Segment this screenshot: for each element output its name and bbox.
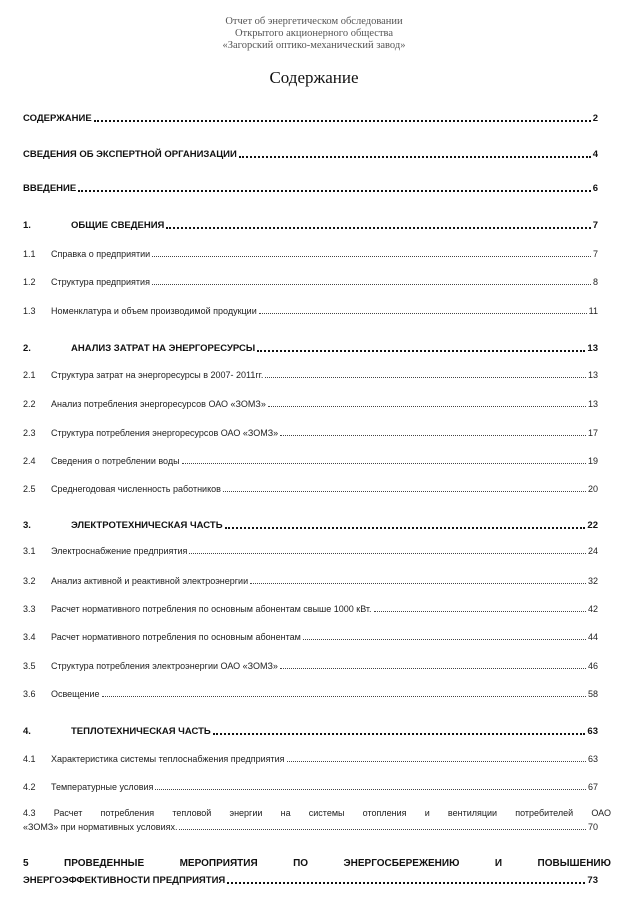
toc-entry-label: ЭЛЕКТРОТЕХНИЧЕСКАЯ ЧАСТЬ bbox=[71, 520, 223, 531]
leader-dots bbox=[303, 639, 586, 640]
toc-entry-label: Расчет нормативного потребления по основным абонентам свыше 1000 кВт. bbox=[51, 604, 372, 614]
leader-dots bbox=[213, 733, 586, 735]
leader-dots bbox=[239, 156, 591, 158]
toc-entry-label: Освещение bbox=[51, 689, 100, 699]
toc-entry-page: 17 bbox=[587, 428, 598, 438]
toc-entry-number: 4. bbox=[23, 726, 31, 737]
toc-entry-number: 3. bbox=[23, 520, 31, 531]
leader-dots bbox=[102, 696, 586, 697]
toc-entry[interactable] bbox=[23, 183, 598, 194]
toc-entry-number: 3.3 bbox=[23, 604, 36, 614]
toc-entry-label: Структура предприятия bbox=[51, 277, 150, 287]
toc-entry-label: Справка о предприятии bbox=[51, 249, 151, 259]
toc-entry[interactable] bbox=[23, 306, 598, 316]
leader-dots bbox=[152, 256, 591, 257]
toc-entry-page: 7 bbox=[592, 220, 598, 231]
toc-entry-number: 1.3 bbox=[23, 306, 36, 316]
toc-entry-page: 11 bbox=[588, 306, 598, 316]
leader-dots bbox=[94, 120, 591, 122]
report-header-line1: Отчет об энергетическом обследовании bbox=[225, 16, 403, 27]
toc-entry-label: ВВЕДЕНИЕ bbox=[23, 183, 77, 194]
toc-entry[interactable] bbox=[23, 520, 598, 531]
toc-entry[interactable] bbox=[23, 277, 598, 287]
leader-dots bbox=[189, 553, 586, 554]
toc-entry-number: 2.4 bbox=[23, 456, 36, 466]
toc-entry-label: Анализ активной и реактивной электроэнергии bbox=[51, 576, 249, 586]
toc-entry-label: ТЕПЛОТЕХНИЧЕСКАЯ ЧАСТЬ bbox=[71, 726, 211, 737]
toc-entry-label: Номенклатура и объем производимой продукции bbox=[51, 306, 257, 316]
toc-entry-page: 13 bbox=[587, 370, 598, 380]
toc-entry-page: 67 bbox=[587, 782, 598, 792]
toc-entry-label: СВЕДЕНИЯ ОБ ЭКСПЕРТНОЙ ОРГАНИЗАЦИИ bbox=[23, 149, 237, 160]
toc-entry-number: 4.2 bbox=[23, 782, 36, 792]
toc-entry-number: 2.2 bbox=[23, 399, 36, 409]
leader-dots bbox=[257, 350, 585, 352]
toc-entry-number: 3.2 bbox=[23, 576, 36, 586]
leader-dots bbox=[250, 583, 586, 584]
toc-entry-page: 7 bbox=[592, 249, 598, 259]
toc-entry-page: 44 bbox=[587, 632, 598, 642]
page-title: Содержание bbox=[269, 68, 359, 87]
toc-entry-label: Структура затрат на энергоресурсы в 2007- 2011гг. bbox=[51, 370, 264, 380]
leader-dots bbox=[280, 668, 586, 669]
leader-dots bbox=[374, 611, 586, 612]
toc-entry-word: ПО bbox=[293, 858, 309, 869]
toc-entry-number: 3.5 bbox=[23, 661, 36, 671]
toc-entry-word: вентиляции bbox=[447, 808, 498, 818]
toc-entry-page: 32 bbox=[587, 576, 598, 586]
toc-entry[interactable] bbox=[23, 428, 598, 438]
toc-entry-number: 1.2 bbox=[23, 277, 36, 287]
toc-entry[interactable] bbox=[23, 399, 598, 409]
toc-entry-label: Анализ потребления энергоресурсов ОАО «ЗОМЗ» bbox=[51, 399, 266, 409]
leader-dots bbox=[78, 190, 591, 192]
toc-entry-word: системы bbox=[308, 808, 345, 818]
toc-entry-label: ЭНЕРГОЭФФЕКТИВНОСТИ ПРЕДПРИЯТИЯ bbox=[23, 875, 226, 886]
toc-entry-label: Сведения о потреблении воды bbox=[51, 456, 180, 466]
toc-entry-word: Расчет bbox=[53, 808, 83, 818]
toc-entry-label: Расчет нормативного потребления по основным абонентам bbox=[51, 632, 301, 642]
toc-entry-4-3-line1[interactable] bbox=[23, 808, 611, 818]
toc-entry-label: СОДЕРЖАНИЕ bbox=[23, 113, 92, 124]
toc-entry-word: ЭНЕРГОСБЕРЕЖЕНИЮ bbox=[343, 858, 460, 869]
toc-entry[interactable] bbox=[23, 546, 598, 556]
toc-entry-page: 73 bbox=[587, 875, 598, 886]
toc-entry-page: 63 bbox=[587, 754, 598, 764]
toc-entry[interactable] bbox=[23, 754, 598, 764]
toc-entry-page: 6 bbox=[592, 183, 598, 194]
toc-entry[interactable] bbox=[23, 689, 598, 699]
toc-entry[interactable] bbox=[23, 220, 598, 231]
leader-dots bbox=[265, 377, 586, 378]
toc-entry-label: Среднегодовая численность работников bbox=[51, 484, 221, 494]
toc-entry-word: потребления bbox=[100, 808, 155, 818]
toc-entry-word: отопления bbox=[362, 808, 407, 818]
toc-entry-label: ОБЩИЕ СВЕДЕНИЯ bbox=[71, 220, 165, 231]
toc-entry[interactable] bbox=[23, 113, 598, 124]
toc-entry-word: тепловой bbox=[172, 808, 212, 818]
toc-entry-page: 4 bbox=[592, 149, 598, 160]
toc-entry-label: Характеристика системы теплоснабжения предприятия bbox=[51, 754, 285, 764]
toc-entry-number: 1.1 bbox=[23, 249, 36, 259]
toc-entry-number: 4.3 bbox=[23, 808, 36, 818]
toc-entry-5-line2[interactable] bbox=[23, 875, 598, 886]
toc-entry[interactable] bbox=[23, 343, 598, 354]
toc-entry-page: 20 bbox=[587, 484, 598, 494]
toc-entry-page: 63 bbox=[587, 726, 598, 737]
leader-dots bbox=[259, 313, 587, 314]
toc-entry-number: 2.5 bbox=[23, 484, 36, 494]
toc-entry-label: Структура потребления энергоресурсов ОАО «ЗОМЗ» bbox=[51, 428, 279, 438]
report-header-line3: «Загорский оптико-механический завод» bbox=[222, 40, 406, 51]
toc-entry-label: АНАЛИЗ ЗАТРАТ НА ЭНЕРГОРЕСУРСЫ bbox=[71, 343, 256, 354]
toc-entry-word: на bbox=[280, 808, 291, 818]
toc-entry-number: 2.3 bbox=[23, 428, 36, 438]
toc-entry-5-line1[interactable] bbox=[23, 858, 611, 869]
toc-entry-word: 5 bbox=[23, 858, 29, 869]
leader-dots bbox=[166, 227, 590, 229]
toc-entry-page: 13 bbox=[587, 343, 598, 354]
leader-dots bbox=[182, 463, 586, 464]
leader-dots bbox=[268, 406, 586, 407]
leader-dots bbox=[155, 789, 586, 790]
report-header-line2: Открытого акционерного общества bbox=[234, 28, 394, 39]
toc-entry[interactable] bbox=[23, 782, 598, 792]
toc-entry[interactable] bbox=[23, 576, 598, 586]
toc-entry-page: 46 bbox=[587, 661, 598, 671]
toc-entry-word: энергии bbox=[229, 808, 263, 818]
toc-entry-4-3-line2[interactable] bbox=[23, 822, 598, 832]
toc-entry[interactable] bbox=[23, 726, 598, 737]
toc-entry[interactable] bbox=[23, 149, 598, 160]
leader-dots bbox=[223, 491, 586, 492]
toc-entry-page: 42 bbox=[587, 604, 598, 614]
toc-entry[interactable] bbox=[23, 632, 598, 642]
toc-entry-page: 2 bbox=[592, 113, 598, 124]
leader-dots bbox=[225, 527, 586, 529]
toc-entry-label: Температурные условия bbox=[51, 782, 154, 792]
toc-entry-label: «ЗОМЗ» при нормативных условиях. bbox=[23, 822, 178, 832]
toc-entry-word: МЕРОПРИЯТИЯ bbox=[179, 858, 258, 869]
toc-entry[interactable] bbox=[23, 249, 598, 259]
toc-entry-label: Электроснабжение предприятия bbox=[51, 546, 188, 556]
leader-dots bbox=[227, 882, 585, 884]
toc-entry[interactable] bbox=[23, 370, 598, 380]
toc-entry-word: ПРОВЕДЕННЫЕ bbox=[64, 858, 145, 869]
toc-entry-number: 3.6 bbox=[23, 689, 36, 699]
toc-entry-word: и bbox=[424, 808, 430, 818]
leader-dots bbox=[287, 761, 586, 762]
toc-entry-number: 2. bbox=[23, 343, 31, 354]
leader-dots bbox=[179, 829, 586, 830]
toc-entry[interactable] bbox=[23, 661, 598, 671]
toc-entry-number: 2.1 bbox=[23, 370, 36, 380]
toc-entry-number: 1. bbox=[23, 220, 31, 231]
toc-entry-word: И bbox=[494, 858, 503, 869]
toc-entry-page: 13 bbox=[587, 399, 598, 409]
toc-entry-label: Структура потребления электроэнергии ОАО «ЗОМЗ» bbox=[51, 661, 278, 671]
toc-entry[interactable] bbox=[23, 604, 598, 614]
toc-entry[interactable] bbox=[23, 484, 598, 494]
toc-entry-word: ПОВЫШЕНИЮ bbox=[537, 858, 611, 869]
toc-entry[interactable] bbox=[23, 456, 598, 466]
toc-entry-number: 4.1 bbox=[23, 754, 36, 764]
toc-entry-page: 70 bbox=[587, 822, 598, 832]
toc-entry-number: 3.1 bbox=[23, 546, 36, 556]
leader-dots bbox=[280, 435, 586, 436]
toc-entry-page: 24 bbox=[587, 546, 598, 556]
leader-dots bbox=[152, 284, 591, 285]
toc-entry-number: 3.4 bbox=[23, 632, 36, 642]
toc-entry-page: 8 bbox=[592, 277, 598, 287]
toc-entry-page: 22 bbox=[587, 520, 598, 531]
toc-entry-word: потребителей bbox=[515, 808, 574, 818]
toc-entry-page: 19 bbox=[587, 456, 598, 466]
toc-entry-word: ОАО bbox=[591, 808, 611, 818]
toc-entry-page: 58 bbox=[587, 689, 598, 699]
